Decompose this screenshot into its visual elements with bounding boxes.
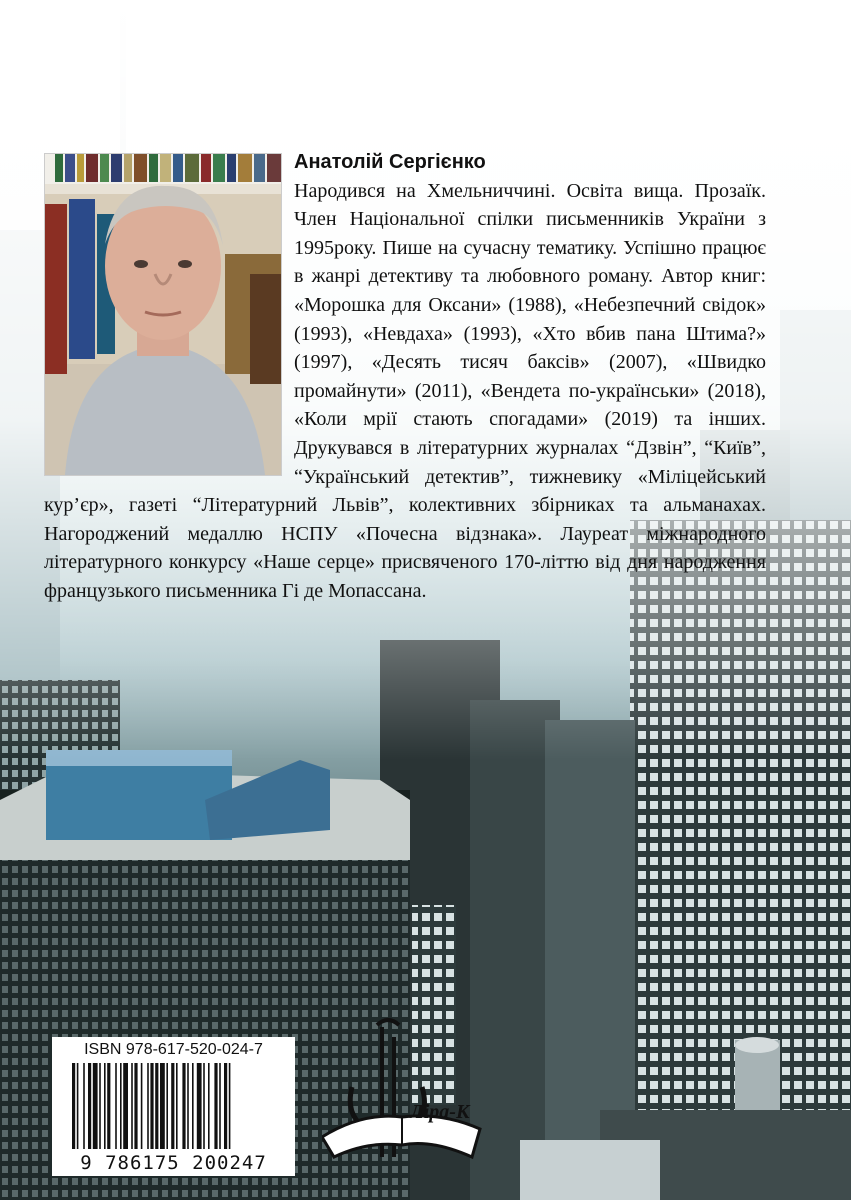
barcode-bar bbox=[99, 1063, 101, 1149]
barcode-bar bbox=[120, 1063, 122, 1149]
photo-spacer bbox=[44, 148, 294, 478]
barcode-bar bbox=[171, 1063, 174, 1149]
barcode-bar bbox=[123, 1063, 128, 1149]
barcode-bar bbox=[77, 1063, 79, 1149]
barcode-bar bbox=[219, 1063, 221, 1149]
barcode-bar bbox=[115, 1063, 117, 1149]
barcode-bar bbox=[229, 1063, 231, 1149]
barcode-bar bbox=[214, 1063, 217, 1149]
barcode-bar bbox=[147, 1063, 149, 1149]
isbn-label: ISBN 978-617-520-024-7 bbox=[84, 1041, 263, 1058]
barcode-bar bbox=[107, 1063, 110, 1149]
publisher-logo bbox=[322, 1017, 482, 1167]
barcode-bar bbox=[155, 1063, 158, 1149]
barcode-bar bbox=[72, 1063, 75, 1149]
publisher-logo-text: Ліра-К bbox=[410, 1101, 470, 1123]
barcode-bar bbox=[203, 1063, 205, 1149]
barcode-bar bbox=[134, 1063, 137, 1149]
barcode-bar bbox=[187, 1063, 189, 1149]
barcode-bar bbox=[197, 1063, 202, 1149]
barcode-bar bbox=[131, 1063, 133, 1149]
author-bio-text: Народився на Хмельниччині. Освіта вища. Прозаїк. Член Національної спілки письменників України з 1995року. Пише на сучасну тематику. Успішно працює в жанрі детективу та любовного роману. Автор книг: «Морошка для Оксани» (1988), «Небезпечний свідок» (1993), «Невдаха» (1993), «Хто вбив пана Штима?» (1997), «Десять тисяч баксів» (2007), «Швидко промайнути» (2011), «Вендета по-українськи» (2018), «Коли мрії стають спогадами» (2019) та інших. Друкувався в літературних журналах “Дзвін”, “Київ”, “Український детектив”, тижневику «Міліцейський кур’єр», газеті “Літературний Львів”, колективних збірниках та альманахах. Нагороджений медаллю НСПУ «Почесна відзнака». Лауреат міжнародного літературного конкурсу «Наше серце» присвяченого 170-літтю від дня народження французького письменника Гі де Мопассана. bbox=[44, 179, 766, 602]
barcode-bar bbox=[104, 1063, 106, 1149]
barcode-digits: 9 786175 200247 bbox=[80, 1152, 267, 1174]
barcode-bar bbox=[182, 1063, 185, 1149]
isbn-barcode bbox=[52, 1037, 295, 1176]
barcode-bar bbox=[83, 1063, 85, 1149]
author-bio-block bbox=[44, 148, 766, 606]
barcode-bar bbox=[176, 1063, 178, 1149]
barcode-bar bbox=[224, 1063, 227, 1149]
barcode-bar bbox=[141, 1063, 143, 1149]
barcode-bar bbox=[192, 1063, 194, 1149]
barcode-bar bbox=[160, 1063, 165, 1149]
barcode-bar bbox=[88, 1063, 91, 1149]
barcode-bar bbox=[93, 1063, 98, 1149]
barcode-bar bbox=[208, 1063, 210, 1149]
barcode-bar bbox=[166, 1063, 168, 1149]
author-name: Анатолій Сергієнко bbox=[294, 151, 486, 173]
barcode-bar bbox=[150, 1063, 153, 1149]
lyre-icon bbox=[322, 1017, 482, 1167]
